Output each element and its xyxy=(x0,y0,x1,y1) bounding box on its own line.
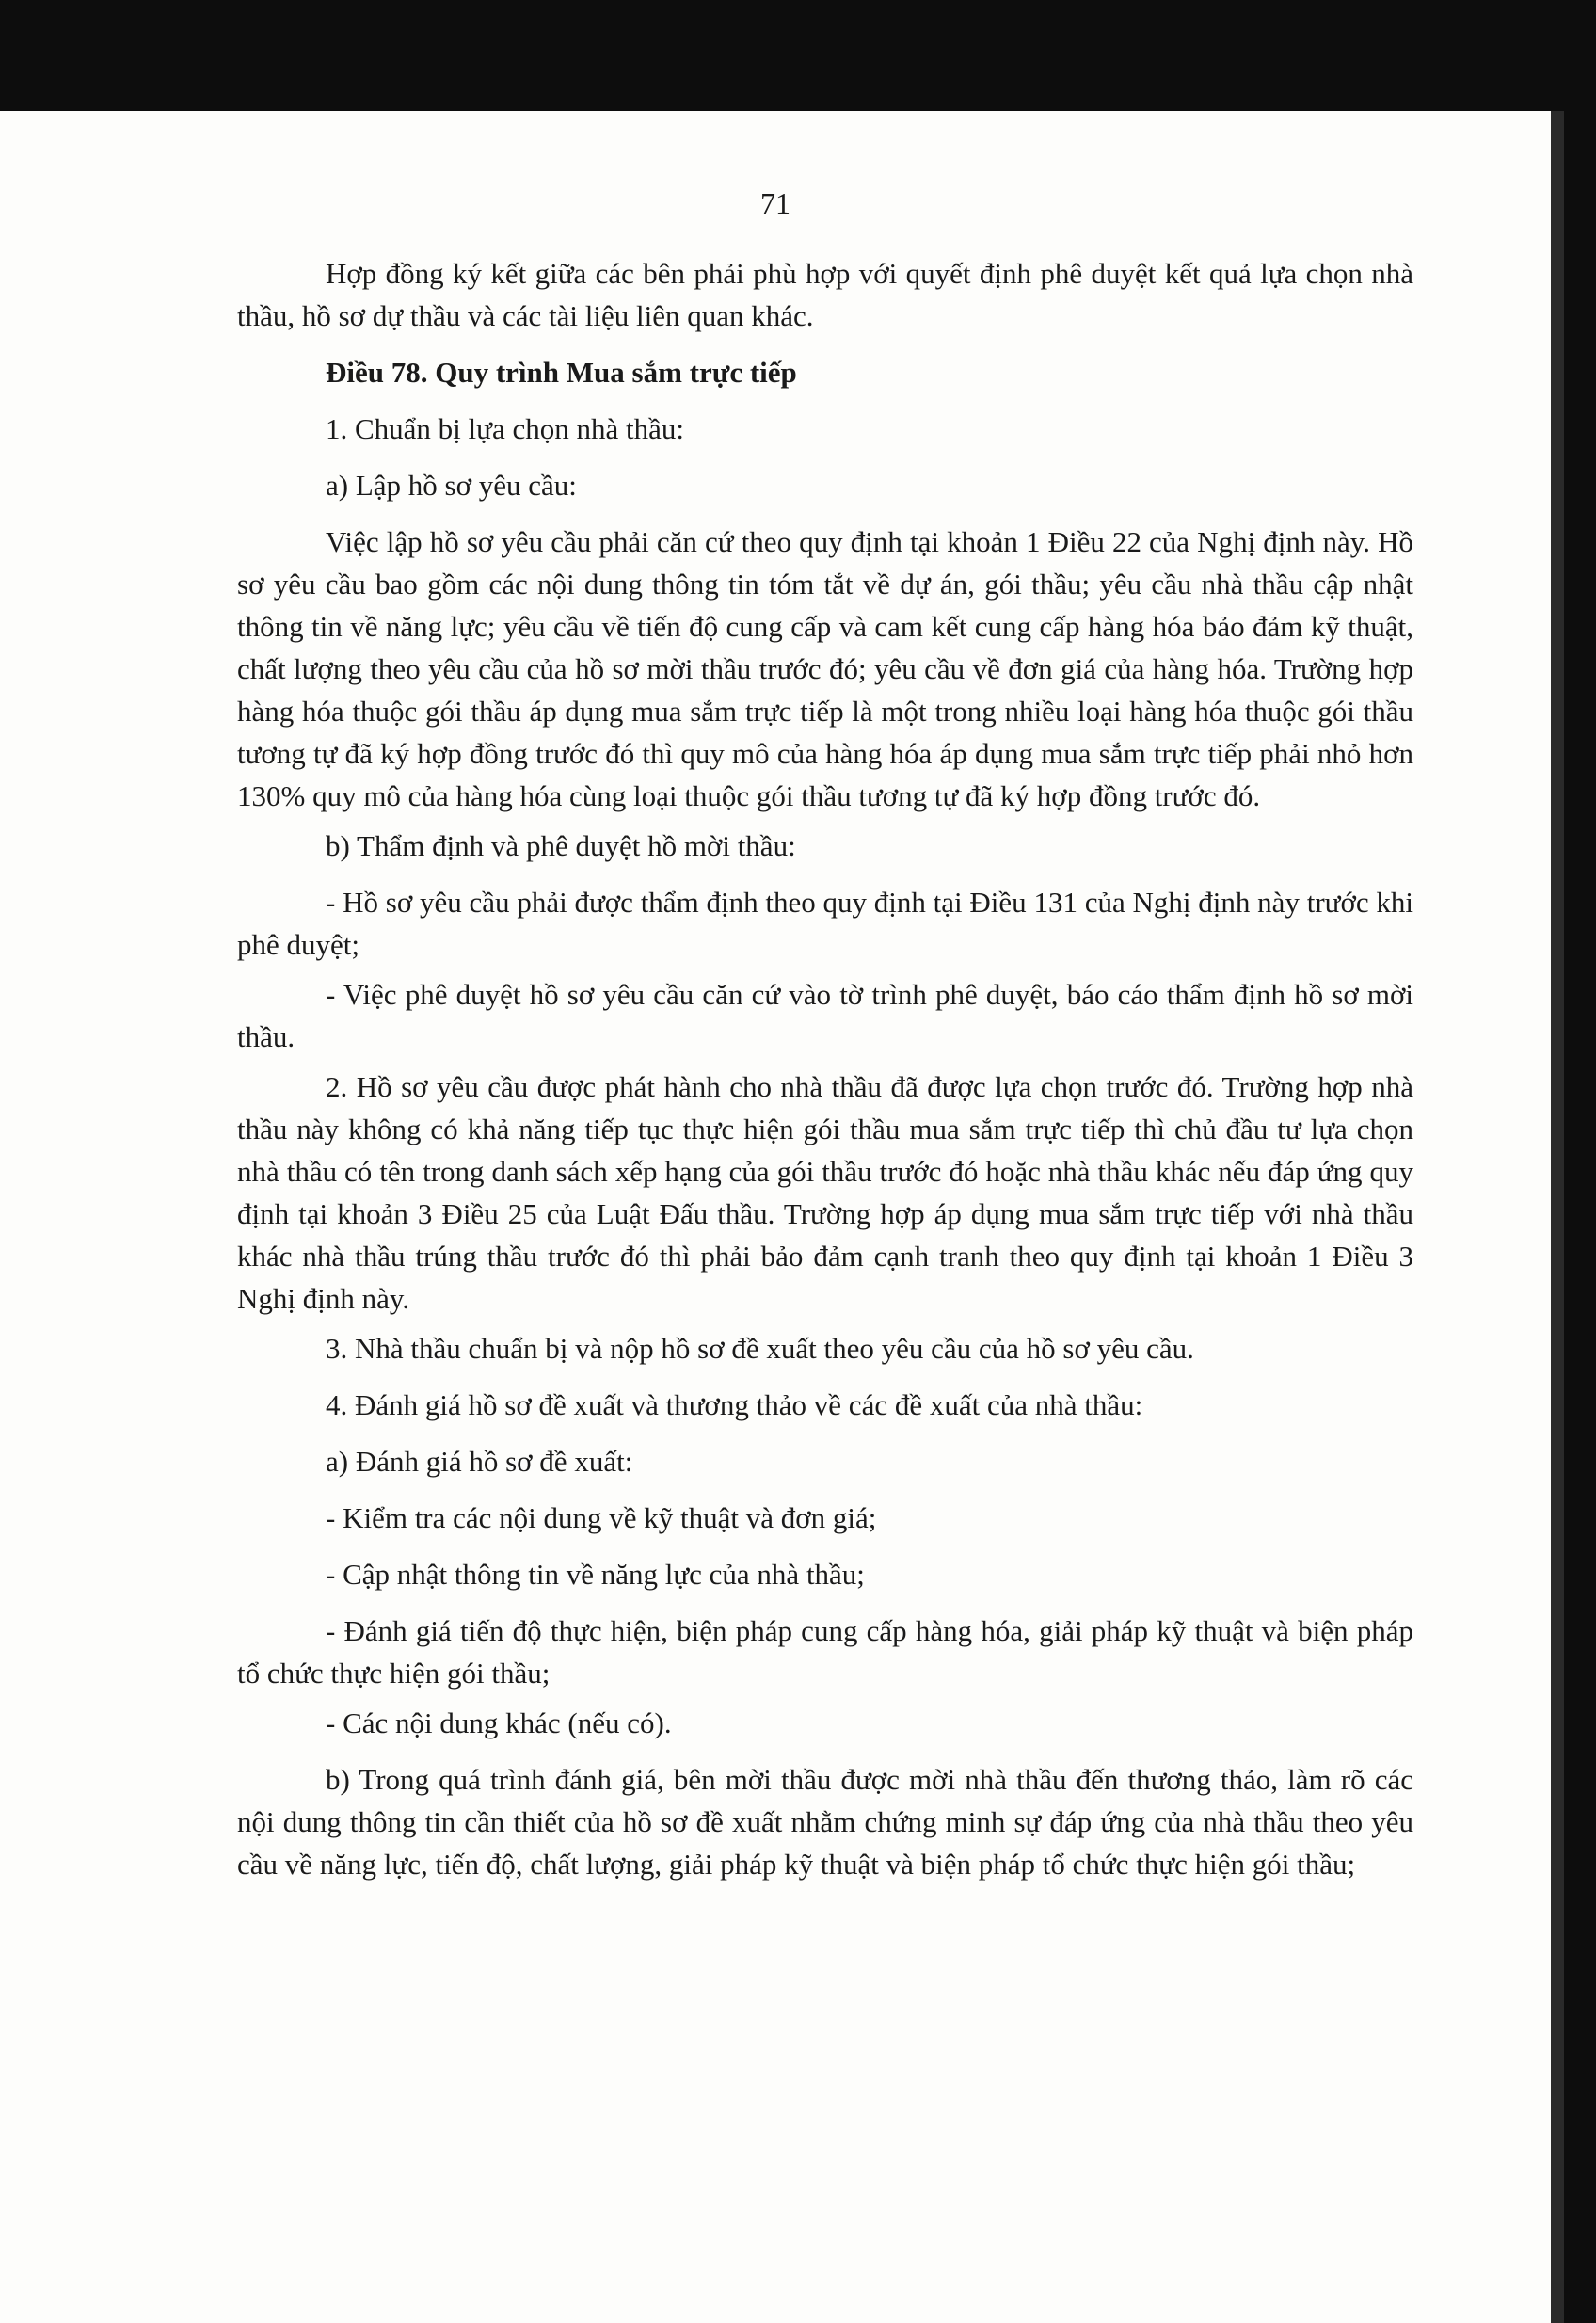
paragraph: 3. Nhà thầu chuẩn bị và nộp hồ sơ đề xuất theo yêu cầu của hồ sơ yêu cầu. xyxy=(326,1332,1194,1365)
paragraph: - Kiểm tra các nội dung về kỹ thuật và đơn giá; xyxy=(326,1501,877,1534)
scan-border-top xyxy=(0,0,1596,111)
paragraph: b) Thẩm định và phê duyệt hồ mời thầu: xyxy=(326,829,796,862)
paragraph: 1. Chuẩn bị lựa chọn nhà thầu: xyxy=(326,412,684,445)
scan-shadow-right xyxy=(1551,111,1564,2323)
page-number: 71 xyxy=(760,186,790,220)
paragraph: - Việc phê duyệt hồ sơ yêu cầu căn cứ vào tờ trình phê duyệt, báo cáo thẩm định hồ sơ mời thầu. xyxy=(237,978,1413,1053)
paragraph: - Hồ sơ yêu cầu phải được thẩm định theo quy định tại Điều 131 của Nghị định này trước khi phê duyệt; xyxy=(237,886,1413,961)
paragraph: - Cập nhật thông tin về năng lực của nhà thầu; xyxy=(326,1558,865,1591)
document-page xyxy=(0,111,1551,2323)
paragraph: Hợp đồng ký kết giữa các bên phải phù hợp với quyết định phê duyệt kết quả lựa chọn nhà thầu, hồ sơ dự thầu và các tài liệu liên quan khác. xyxy=(237,257,1413,332)
paragraph: a) Lập hồ sơ yêu cầu: xyxy=(326,469,577,502)
paragraph: b) Trong quá trình đánh giá, bên mời thầu được mời nhà thầu đến thương thảo, làm rõ các nội dung thông tin cần thiết của hồ sơ đề xuất nhằm chứng minh sự đáp ứng của nhà thầu theo yêu cầu về năng lực, tiến độ, chất lượng, giải pháp kỹ thuật và biện pháp tổ chức thực hiện gói thầu; xyxy=(237,1763,1413,1881)
article-heading: Điều 78. Quy trình Mua sắm trực tiếp xyxy=(326,356,797,389)
paragraph: Việc lập hồ sơ yêu cầu phải căn cứ theo quy định tại khoản 1 Điều 22 của Nghị định này. Hồ sơ yêu cầu bao gồm các nội dung thông tin tóm tắt về dự án, gói thầu; yêu cầu nhà thầu cập nhật thông tin về năng lực; yêu cầu về tiến độ cung cấp và cam kết cung cấp hàng hóa bảo đảm kỹ thuật, chất lượng theo yêu cầu của hồ sơ mời thầu trước đó; yêu cầu về đơn giá của hàng hóa. Trường hợp hàng hóa thuộc gói thầu áp dụng mua sắm trực tiếp là một trong nhiều loại hàng hóa thuộc gói thầu tương tự đã ký hợp đồng trước đó thì quy mô của hàng hóa áp dụng mua sắm trực tiếp phải nhỏ hơn 130% quy mô của hàng hóa cùng loại thuộc gói thầu tương tự đã ký hợp đồng trước đó. xyxy=(237,525,1413,812)
paragraph: 2. Hồ sơ yêu cầu được phát hành cho nhà thầu đã được lựa chọn trước đó. Trường hợp nhà thầu này không có khả năng tiếp tục thực hiện gói thầu mua sắm trực tiếp thì chủ đầu tư lựa chọn nhà thầu có tên trong danh sách xếp hạng của gói thầu trước đó hoặc nhà thầu khác nếu đáp ứng quy định tại khoản 3 Điều 25 của Luật Đấu thầu. Trường hợp áp dụng mua sắm trực tiếp với nhà thầu khác nhà thầu trúng thầu trước đó thì phải bảo đảm cạnh tranh theo quy định tại khoản 1 Điều 3 Nghị định này. xyxy=(237,1070,1413,1315)
paragraph: 4. Đánh giá hồ sơ đề xuất và thương thảo về các đề xuất của nhà thầu: xyxy=(326,1388,1143,1421)
paragraph: - Đánh giá tiến độ thực hiện, biện pháp cung cấp hàng hóa, giải pháp kỹ thuật và biện pháp tổ chức thực hiện gói thầu; xyxy=(237,1614,1413,1690)
document-body xyxy=(237,252,1413,1899)
paragraph: a) Đánh giá hồ sơ đề xuất: xyxy=(326,1445,633,1478)
paragraph: - Các nội dung khác (nếu có). xyxy=(326,1706,672,1739)
